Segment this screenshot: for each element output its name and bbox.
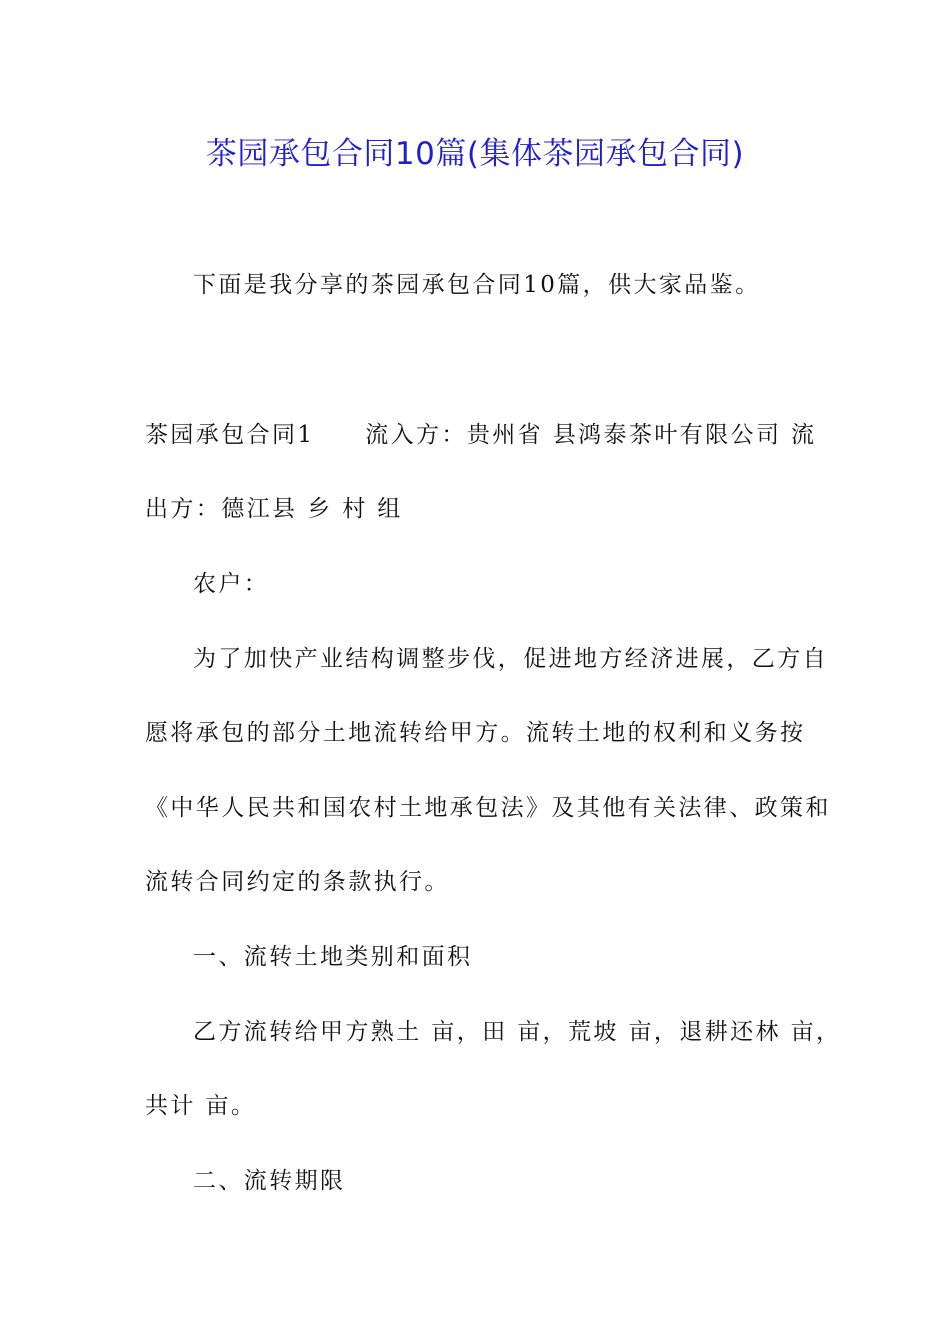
paragraph-line: 共计 亩。 [145, 1093, 257, 1119]
paragraph-line: 流转合同约定的条款执行。 [145, 869, 450, 895]
paragraph-line: 乙方流转给甲方熟土 亩，田 亩，荒坡 亩，退耕还林 亩， [193, 1019, 842, 1045]
document-title: 茶园承包合同10篇(集体茶园承包合同) [205, 136, 745, 172]
paragraph-line: 愿将承包的部分土地流转给甲方。流转土地的权利和义务按 [145, 720, 806, 746]
section-heading-1: 一、流转土地类别和面积 [193, 944, 473, 970]
intro-paragraph: 下面是我分享的茶园承包合同10篇，供大家品鉴。 [193, 272, 761, 298]
contract-heading-line: 茶园承包合同1 流入方：贵州省 县鸿泰茶叶有限公司 流 [145, 422, 817, 448]
paragraph-line: 《中华人民共和国农村土地承包法》及其他有关法律、政策和 [145, 795, 831, 821]
outflow-party-line: 出方：德江县 乡 村 组 [145, 496, 403, 522]
section-heading-2: 二、流转期限 [193, 1168, 346, 1194]
paragraph-line: 为了加快产业结构调整步伐，促进地方经济进展，乙方自 [193, 646, 828, 672]
farmer-line: 农户： [193, 571, 270, 597]
